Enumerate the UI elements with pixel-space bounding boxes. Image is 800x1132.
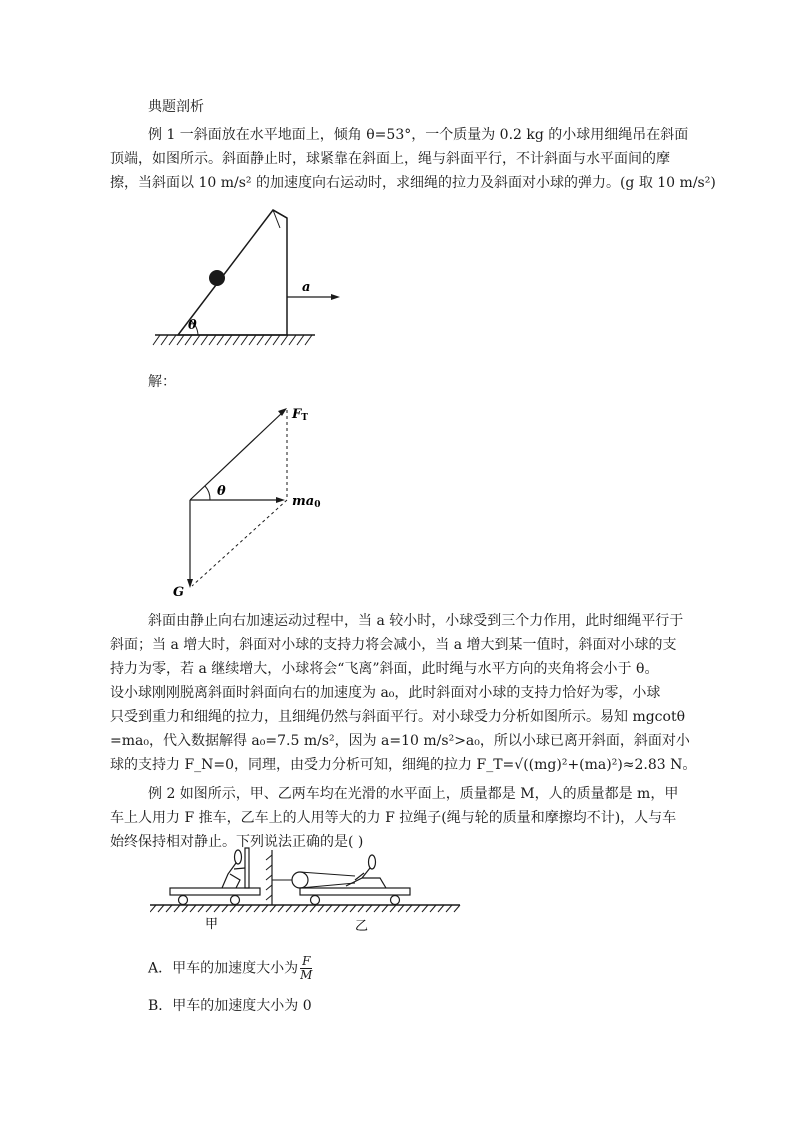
pulley <box>292 872 308 888</box>
example2-line-2: 车上人用力 F 推车，乙车上的人用等大的力 F 拉绳子(绳与轮的质量和摩擦均不计)，人与车 <box>110 810 677 826</box>
incline-wedge <box>178 210 287 335</box>
example2-line-1: 例 2 如图所示，甲、乙两车均在光滑的水平面上，质量都是 M，人的质量都是 m，甲 <box>148 786 679 802</box>
solution-line-6: =ma₀，代入数据解得 a₀=7.5 m/s²，因为 a=10 m/s²>a₀，所以小球已离开斜面，斜面对小 <box>110 733 690 749</box>
ground-hatching <box>153 335 312 345</box>
section-title: 典题剖析 <box>148 99 204 115</box>
tension-arrow <box>190 412 283 500</box>
option-b: B．甲车的加速度大小为 0 <box>148 998 312 1014</box>
example1-line-2: 顶端，如图所示。斜面静止时，球紧靠在斜面上，绳与斜面平行，不计斜面与水平面间的摩 <box>110 151 670 167</box>
carts-figure <box>150 840 470 940</box>
example1-line-1: 例 1 一斜面放在水平地面上，倾角 θ=53°，一个质量为 0.2 kg 的小球用细绳吊在斜面 <box>148 127 689 143</box>
solution-line-5: 只受到重力和细绳的拉力，且细绳仍然与斜面平行。对小球受力分析如图所示。易知 mgcotθ <box>110 709 686 725</box>
force-diagram <box>165 400 345 605</box>
ft-label: FT <box>292 407 308 423</box>
theta-label: θ <box>217 484 226 499</box>
incline-figure <box>150 200 350 360</box>
cart-yi <box>300 888 410 895</box>
dashed-diagonal <box>192 500 287 586</box>
example2-line-3: 始终保持相对静止。下列说法正确的是( ) <box>110 834 364 850</box>
person-jia <box>222 850 245 888</box>
option-a-denominator: M <box>300 968 313 982</box>
ball <box>209 270 225 286</box>
solution-line-1: 斜面由静止向右加速运动过程中，当 a 较小时，小球受到三个力作用，此时细绳平行于 <box>148 613 684 629</box>
option-a <box>148 955 314 982</box>
person-yi <box>346 855 386 888</box>
solution-line-4: 设小球刚刚脱离斜面时斜面向右的加速度为 a₀，此时斜面对小球的支持力恰好为零，小球 <box>110 685 661 701</box>
solution-line-7: 球的支持力 F_N=0，同理，由受力分析可知，细绳的拉力 F_T=√((mg)²+(ma)²)≈2.83 N。 <box>110 757 697 773</box>
option-a-fraction <box>298 955 314 982</box>
g-label: G <box>173 585 185 600</box>
label-jia: 甲 <box>205 917 219 932</box>
solution-line-3: 持力为零，若 a 继续增大，小球将会“飞离”斜面，此时绳与水平方向的夹角将会小于 θ。 <box>110 661 659 677</box>
option-a-numerator: F <box>302 954 311 968</box>
solution-line-2: 斜面；当 a 增大时，斜面对小球的支持力将会减小，当 a 增大到某一值时，斜面对小球的支 <box>110 637 677 653</box>
option-a-prefix: A．甲车的加速度大小为 <box>148 960 299 977</box>
example1-line-3: 擦，当斜面以 10 m/s² 的加速度向右运动时，求细绳的拉力及斜面对小球的弹力。(g 取 10 m/s²) <box>110 175 716 191</box>
theta-label: θ <box>188 318 197 333</box>
ground-hatching <box>150 905 460 912</box>
cart-jia-wall <box>245 848 249 888</box>
a-label: a <box>302 280 311 295</box>
label-yi: 乙 <box>355 919 369 934</box>
solution-label: 解： <box>148 374 176 390</box>
angle-arc <box>205 486 210 500</box>
cart-jia <box>170 888 260 895</box>
ma0-label: ma0 <box>292 494 321 510</box>
